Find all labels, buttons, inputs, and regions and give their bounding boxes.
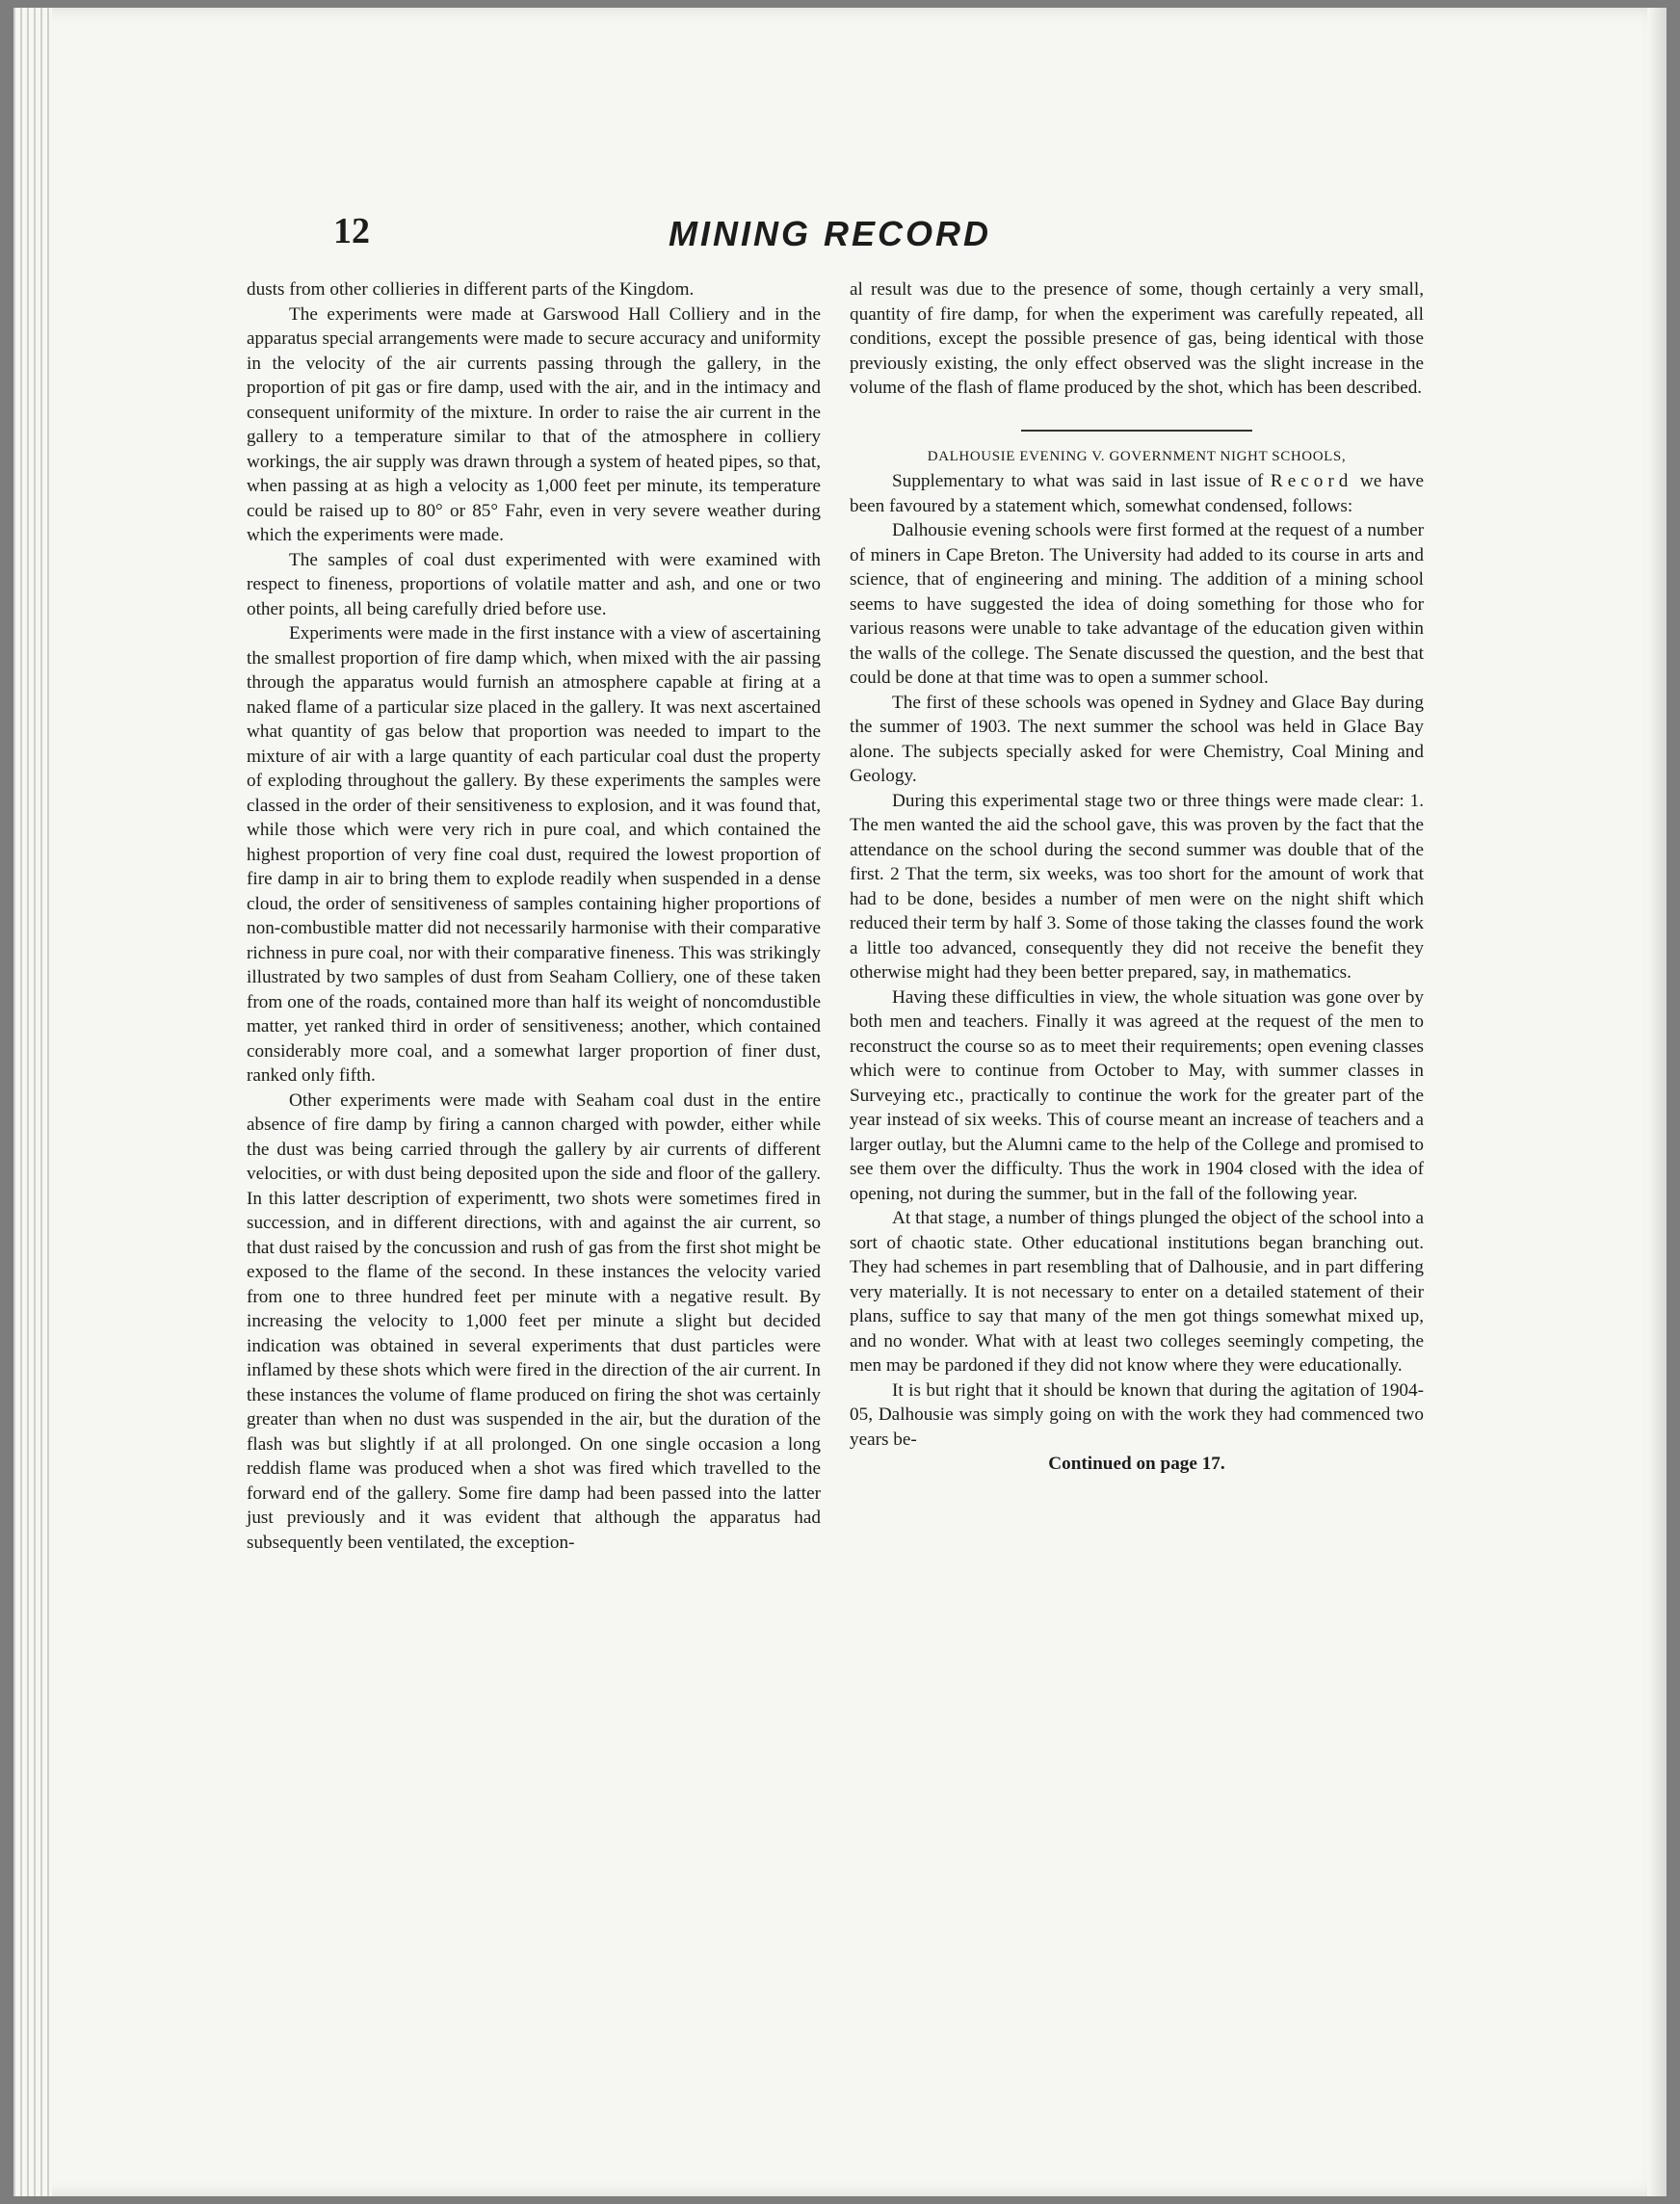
left-column [247,277,821,1555]
left-paragraph: Experiments were made in the first instance with a view of ascertaining the smallest proportion of fire damp which, when mixed with the air passing through the apparatus would furnish an atmosphere capable at firing at a naked flame of a particular size placed in the gallery. It was next ascertained what quantity of gas below that proportion was needed to impart to the mixture of air with a large quantity of each particular coal dust the property of exploding throughout the gallery. By these experiments the samples were classed in the order of their sensitiveness to explosion, and it was found that, while those which were very rich in pure coal, and which contained the highest proportion of very fine coal dust, required the lowest proportion of fire damp in air to bring them to explode readily when suspended in a dense cloud, the order of sensitiveness of samples containing higher proportions of non-combustible matter did not necessarily harmonise with their comparative richness in pure coal, nor with their comparative fineness. This was strikingly illustrated by two samples of dust from Seaham Colliery, one of these taken from one of the roads, contained more than half its weight of noncomdustible matter, yet ranked third in order of sensitiveness; another, which contained considerably more coal, and a somewhat larger proportion of finer dust, ranked only fifth. [247,623,821,1086]
left-paragraph: dusts from other collieries in different parts of the Kingdom. [247,279,695,300]
publication-name: Record [1270,471,1353,491]
right-paragraph: During this experimental stage two or three things were made clear: 1. The men wanted the aid the school gave, this was proven by the fact that the attendance on the school during the second summer was double that of the first. 2 That the term, six weeks, was too short for the amount of work that had to be done, besides a number of men were on the night shift which reduced their term by half 3. Some of those taking the classes found the work a little too advanced, consequently they did not receive the benefit they otherwise might had they been better prepared, say, in mathematics. [850,790,1424,983]
right-paragraph [850,469,1424,518]
right-column [850,277,1424,1477]
stacked-page-edges [13,8,52,2196]
continued-note: Continued on page 17. [1048,1454,1225,1474]
right-paragraph: Dalhousie evening schools were first formed at the request of a number of miners in Cape Breton. The University had added to its course in arts and science, that of engineering and mining. The addition of a mining school seems to have suggested the idea of doing something for those who for various reasons were unable to take advantage of the education given within the walls of the college. The Senate discussed the question, and the best that could be done at that time was to open a summer school. [850,520,1424,688]
left-paragraph: The samples of coal dust experimented with were examined with respect to fineness, proportions of volatile matter and ash, and one or two other points, all being carefully dried before use. [247,549,821,619]
section-heading: DALHOUSIE EVENING V. GOVERNMENT NIGHT SCHOOLS, [927,448,1347,464]
page-number: 12 [333,211,370,251]
right-paragraph: Having these difficulties in view, the whole situation was gone over by both men and teachers. Finally it was agreed at the request of the men to reconstruct the course so as to meet their requirements; open evening classes which were to continue from October to May, with summer classes in Surveying etc., practically to continue the work for the greater part of the year instead of six weeks. This of course meant an increase of teachers and a larger outlay, but the Alumni came to the help of the College and promised to see them over the difficulty. Thus the work in 1904 closed with the idea of opening, not during the summer, but in the fall of the following year. [850,986,1424,1204]
right-paragraph: The first of these schools was opened in Sydney and Glace Bay during the summer of 1903. The next summer the school was held in Glace Bay alone. The subjects specially asked for were Chemistry, Coal Mining and Geology. [850,692,1424,786]
document-page [235,210,1425,2031]
right-paragraph: It is but right that it should be known that during the agitation of 1904-05, Dalhousie was simply going on with the work they had commenced two years be- [850,1379,1424,1450]
right-continuation-paragraph: al result was due to the presence of some, though certainly a very small, quantity of fire damp, for when the experiment was carefully repeated, all conditions, except the possible presence of gas, being identical with those previously existing, the only effect observed was the slight increase in the volume of the flash of flame produced by the shot, which has been described. [850,279,1424,398]
page-sheet [13,8,1667,2196]
right-paragraph: At that stage, a number of things plunged the object of the school into a sort of chaotic state. Other educational institutions began branching out. They had schemes in part resembling that of Dalhousie, and in part differing very materially. It is not necessary to enter on a detailed statement of their plans, suffice to say that many of the men got things somewhat mixed up, and no wonder. What with at least two colleges seemingly competing, the men may be pardoned if they did not know where they were educationally. [850,1208,1424,1376]
running-title: MINING RECORD [669,214,991,253]
page-right-edge [1647,8,1667,2196]
right-first-text: Supplementary to what was said in last issue of [892,471,1264,491]
left-paragraph: The experiments were made at Garswood Hall Colliery and in the apparatus special arrangements were made to secure accuracy and uniformity in the velocity of the air currents passing through the gallery, in the proportion of pit gas or fire damp, used with the air, and in the intimacy and consequent uniformity of the mixture. In order to raise the air current in the gallery to a temperature similar to that of the atmosphere in colliery workings, the air supply was drawn through a system of heated pipes, so that, when passing at as high a velocity as 1,000 feet per minute, its temperature could be raised up to 80° or 85° Fahr, even in very severe weather during which the experiments were made. [247,303,821,545]
right-first-text-end: we have been favoured by a statement which, somewhat condensed, follows: [850,471,1425,516]
left-paragraph: Other experiments were made with Seaham coal dust in the entire absence of fire damp by firing a cannon charged with powder, either while the dust was being carried through the gallery by air currents of different velocities, or with dust being deposited upon the side and floor of the gallery. In this latter description of experimentt, two shots were sometimes fired in succession, and in different directions, with and against the air current, so that dust raised by the concussion and rush of gas from the first shot might be exposed to the flame of the second. In these instances the velocity varied from one to three hundred feet per minute with a negative result. By increasing the velocity to 1,000 feet per minute a slight but decided indication was obtained in several experiments that dust particles were inflamed by these shots which were fired in the direction of the air current. In these instances the volume of flame produced on firing the shot was certainly greater than when no dust was suspended in the air, but the duration of the flash was but slightly if at all prolonged. On one single occasion a long reddish flame was produced when a shot was fired which travelled to the forward end of the gallery. Some fire damp had been passed into the latter just previously and it was evident that although the apparatus had subsequently been ventilated, the exception- [247,1089,821,1553]
section-divider [1021,430,1252,432]
